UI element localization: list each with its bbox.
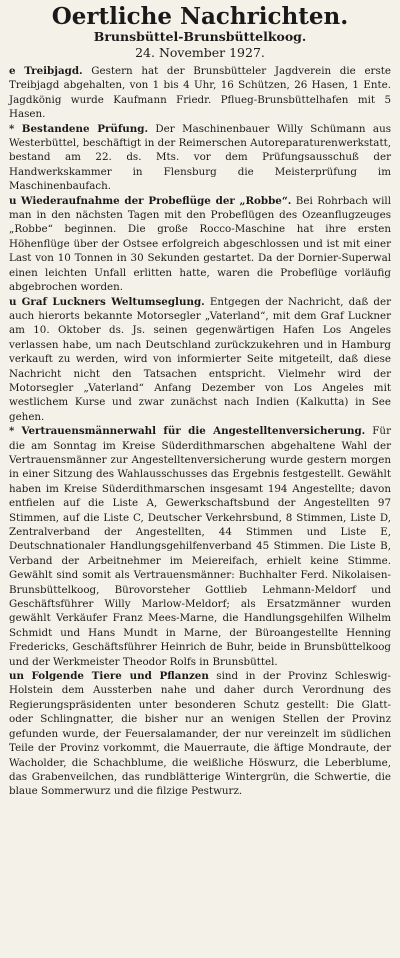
article-body: Der Maschinenbauer Willy Schümann aus Westerbüttel, beschäftigt in der Reimerschen Autoreparaturenwerkstatt, bestand am 22. ds. Mts. vor dem Prüfungsausschuß der Handwerkskammer in Flensburg die Meisterprüfung im Maschinenbaufach. bbox=[9, 122, 391, 193]
article-naturschutz bbox=[9, 669, 391, 799]
article-body: Bei Rohrbach will man in den nächsten Tagen mit den Probeflügen des Ozeanflugzeuges „Robbe“ beginnen. Die große Rocco-Maschine hat ihre ersten Höhenflüge über der Ostsee erfolgreich abgeschlossen und ist mit einer Last von 10 Tonnen in 30 Sekunden gestartet. Da der Dornier-Superwal einen leichten Unfall erlitten hatte, waren die Probeflüge vorläufig abgebrochen worden. bbox=[9, 194, 391, 294]
article-headline: Wiederaufnahme der Probeflüge der „Robbe“. bbox=[20, 194, 292, 207]
article-headline: Graf Luckners Weltumseglung. bbox=[21, 295, 205, 308]
article-pruefung bbox=[9, 122, 391, 194]
dateline: 24. November 1927. bbox=[135, 45, 265, 60]
article-body: Gestern hat der Brunsbütteler Jagdverein die erste Treibjagd abgehalten, von 1 bis 4 Uhr, 16 Schützen, 26 Hasen, 1 Ente. Jagdkönig wurde Kaufmann Friedr. Pflueg-Brunsbüttelhafen mit 5 Hasen. bbox=[9, 65, 391, 121]
section-title: Oertliche Nachrichten. bbox=[51, 3, 349, 30]
article-lead-mark: e bbox=[9, 65, 16, 77]
article-lead-mark: un bbox=[9, 670, 24, 683]
article-headline: Folgende Tiere und Pflanzen bbox=[31, 670, 209, 683]
article-headline: Bestandene Prüfung. bbox=[21, 122, 149, 135]
article-lead-mark: * bbox=[9, 122, 15, 135]
article-lead-mark: * bbox=[9, 425, 15, 438]
article-lead-mark: u bbox=[9, 194, 17, 207]
article-body: Entgegen der Nachricht, daß der auch hierorts bekannte Motorsegler „Vaterland“, mit dem Graf Luckner am 10. Oktober ds. Js. seinen gegenwärtigen Hafen Los Angeles verlassen habe, um nach Deutschland zurückzukehren und in Hamburg verkauft zu werden, wird von informierter Seite mitgeteilt, daß diese Nachricht nicht den Tatsachen entspricht. Vielmehr wird der Motorsegler „Vaterland“ Anfang Dezember von Los Angeles mit westlichem Kurse und zwar zunächst nach Indien (Kalkutta) in See gehen. bbox=[9, 295, 391, 423]
article-robbe bbox=[9, 194, 391, 295]
article-body: sind in der Provinz Schleswig-Holstein dem Aussterben nahe und daher durch Verordnung des Regierungspräsidenten unter besonderen Schutz gestellt: Die Glatt- oder Schlingnatter, die bisher nur an wenigen Stellen der Provinz gefunden wurde, der Feuersalamander, der nur vereinzelt im südlichen Teile der Provinz vorkommt, die Mauerraute, die äftige Mondraute, der Wacholder, die Schachblume, die weißliche Höswurz, die Leberblume, das Grabenveilchen, das rundblätterige Wintergrün, die Schwertie, die blaue Sommerwurz und die filzige Pestwurz. bbox=[9, 670, 391, 798]
article-headline: Treibjagd. bbox=[24, 65, 83, 77]
article-luckner bbox=[9, 295, 391, 425]
article-lead-mark: u bbox=[9, 295, 17, 308]
section-subtitle: Brunsbüttel-Brunsbüttelkoog. bbox=[93, 29, 307, 44]
article-vertrauensmaenner bbox=[9, 424, 391, 669]
article-headline: Vertrauensmännerwahl für die Angestelltenversicherung. bbox=[21, 425, 366, 438]
article-body: Für die am Sonntag im Kreise Süderdithmarschen abgehaltene Wahl der Vertrauensmänner zur Angestelltenversicherung wurde gestern morgen in einer Sitzung des Wahlausschusses das Ergebnis festgestellt. Gewählt haben im Kreise Süderdithmarschen insgesamt 194 Angestellte; davon entfielen auf die Liste A, Gewerkschaftsbund der Angestellten 97 Stimmen, auf die Liste C, Deutscher Verkehrsbund, 8 Stimmen, Liste D, Zentralverband der Angestellten, 44 Stimmen und Liste E, Deutschnationaler Handlungsgehilfenverband 45 Stimmen. Die Liste B, Verband der Arbeitnehmer im Meiereifach, erhielt keine Stimme. Gewählt sind somit als Vertrauensmänner: Buchhalter Ferd. Nikolaisen-Brunsbüttelkoog, Bürovorsteher Gottlieb Lehmann-Meldorf und Geschäftsführer Willy Marlow-Meldorf; als Ersatzmänner wurden gewählt Verkäufer Franz Mees-Marne, die Handlungsgehilfen Wilhelm Schmidt und Hans Mundt in Marne, der Büroangestellte Henning Fredericks, Geschäftsführer Heinrich de Buhr, beide in Brunsbüttelkoog und der Werkmeister Theodor Rolfs in Brunsbüttel. bbox=[9, 425, 391, 668]
article-treibjagd bbox=[9, 64, 391, 122]
